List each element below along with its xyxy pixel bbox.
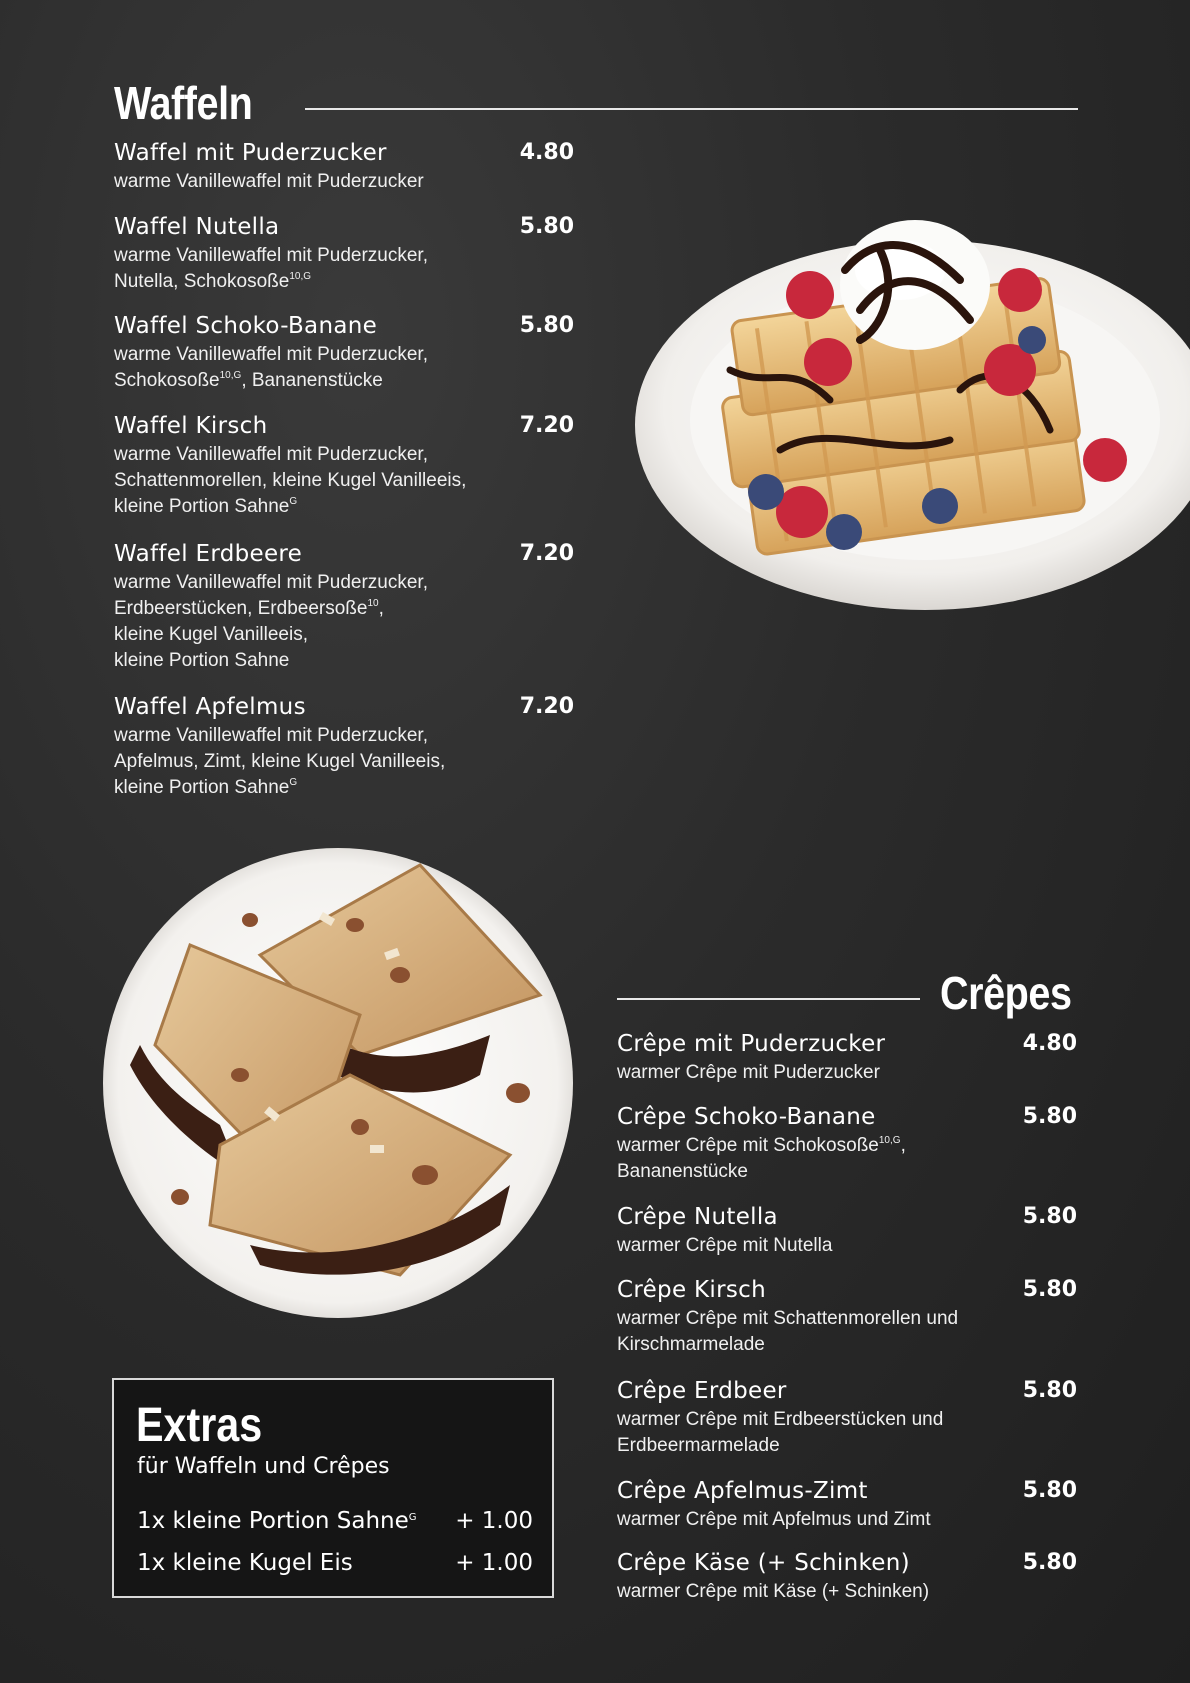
item-price: 5.80 bbox=[1022, 1478, 1077, 1503]
menu-item bbox=[617, 1029, 1077, 1086]
item-desc: warmer Crêpe mit Käse (+ Schinken) bbox=[617, 1581, 930, 1602]
item-name: Waffel Nutella bbox=[114, 214, 280, 240]
item-price: 5.80 bbox=[1022, 1277, 1077, 1302]
item-price: 5.80 bbox=[1022, 1550, 1077, 1575]
menu-item bbox=[114, 411, 574, 520]
item-name: Crêpe Apfelmus-Zimt bbox=[617, 1478, 868, 1504]
item-name: Waffel Kirsch bbox=[114, 413, 268, 439]
item-desc: warme Vanillewaffel mit Puderzucker, Apfelmus, Zimt, kleine Kugel Vanilleeis, kleine Portion Sahne$^G$ bbox=[114, 725, 446, 798]
waffeln-rule bbox=[305, 108, 1078, 110]
menu-item bbox=[617, 1102, 1077, 1185]
item-desc: warme Vanillewaffel mit Puderzucker bbox=[114, 171, 424, 192]
item-price: 5.80 bbox=[1022, 1378, 1077, 1403]
extras-row: 1x kleine Portion Sahne$^G$ + 1.00 bbox=[137, 1508, 533, 1534]
menu-item bbox=[617, 1202, 1077, 1259]
item-desc: warmer Crêpe mit Puderzucker bbox=[617, 1062, 880, 1083]
item-name: Crêpe Erdbeer bbox=[617, 1378, 787, 1404]
item-name: Crêpe Schoko-Banane bbox=[617, 1104, 876, 1130]
crepes-title: Crêpes bbox=[940, 967, 1072, 1019]
menu-item bbox=[617, 1376, 1077, 1459]
item-desc: warmer Crêpe mit Erdbeerstücken und Erdbeermarmelade bbox=[617, 1409, 944, 1456]
item-price: 5.80 bbox=[519, 313, 574, 338]
menu-item bbox=[114, 692, 574, 801]
menu-item bbox=[114, 539, 574, 674]
item-price: 5.80 bbox=[1022, 1104, 1077, 1129]
item-name: Crêpe Nutella bbox=[617, 1204, 778, 1230]
crepe-photo bbox=[100, 845, 580, 1325]
item-price: 7.20 bbox=[519, 541, 574, 566]
menu-item bbox=[617, 1476, 1077, 1533]
item-desc: warme Vanillewaffel mit Puderzucker, Schokosoße$^{10,G}$, Bananenstücke bbox=[114, 344, 428, 391]
item-name: Waffel Apfelmus bbox=[114, 694, 306, 720]
item-desc: warme Vanillewaffel mit Puderzucker, Schattenmorellen, kleine Kugel Vanilleeis, kleine Portion Sahne$^G$ bbox=[114, 444, 467, 517]
item-desc: warme Vanillewaffel mit Puderzucker, Erdbeerstücken, Erdbeersoße$^{10}$, kleine Kugel Vanilleeis, kleine Portion Sahne bbox=[114, 572, 428, 671]
item-price: 5.80 bbox=[519, 214, 574, 239]
item-desc: warmer Crêpe mit Nutella bbox=[617, 1235, 833, 1256]
item-price: 5.80 bbox=[1022, 1204, 1077, 1229]
item-price: 4.80 bbox=[1022, 1031, 1077, 1056]
item-name: Waffel Erdbeere bbox=[114, 541, 303, 567]
item-price: 4.80 bbox=[519, 140, 574, 165]
extras-row: 1x kleine Kugel Eis + 1.00 bbox=[137, 1550, 533, 1576]
extras-box bbox=[112, 1378, 554, 1598]
waffeln-title: Waffeln bbox=[114, 77, 253, 129]
item-name: Crêpe Käse (+ Schinken) bbox=[617, 1550, 910, 1576]
item-name: Waffel Schoko-Banane bbox=[114, 313, 378, 339]
waffle-photo bbox=[630, 210, 1190, 630]
crepes-rule bbox=[617, 998, 920, 1000]
item-price: 7.20 bbox=[519, 413, 574, 438]
item-desc: warmer Crêpe mit Schokosoße$^{10,G}$, Bananenstücke bbox=[617, 1135, 906, 1182]
menu-item bbox=[114, 311, 574, 394]
item-price: 7.20 bbox=[519, 694, 574, 719]
item-name: Waffel mit Puderzucker bbox=[114, 140, 387, 166]
menu-item bbox=[617, 1275, 1077, 1358]
item-name: Crêpe mit Puderzucker bbox=[617, 1031, 886, 1057]
menu-item bbox=[114, 212, 574, 295]
item-desc: warmer Crêpe mit Schattenmorellen und Kirschmarmelade bbox=[617, 1308, 959, 1355]
item-desc: warme Vanillewaffel mit Puderzucker, Nutella, Schokosoße$^{10,G}$ bbox=[114, 245, 428, 292]
extras-title: Extras bbox=[136, 1399, 263, 1452]
menu-item bbox=[617, 1548, 1077, 1605]
extras-subtitle: für Waffeln und Crêpes bbox=[137, 1454, 390, 1479]
item-desc: warmer Crêpe mit Apfelmus und Zimt bbox=[617, 1509, 931, 1530]
item-name: Crêpe Kirsch bbox=[617, 1277, 766, 1303]
menu-item bbox=[114, 138, 574, 195]
